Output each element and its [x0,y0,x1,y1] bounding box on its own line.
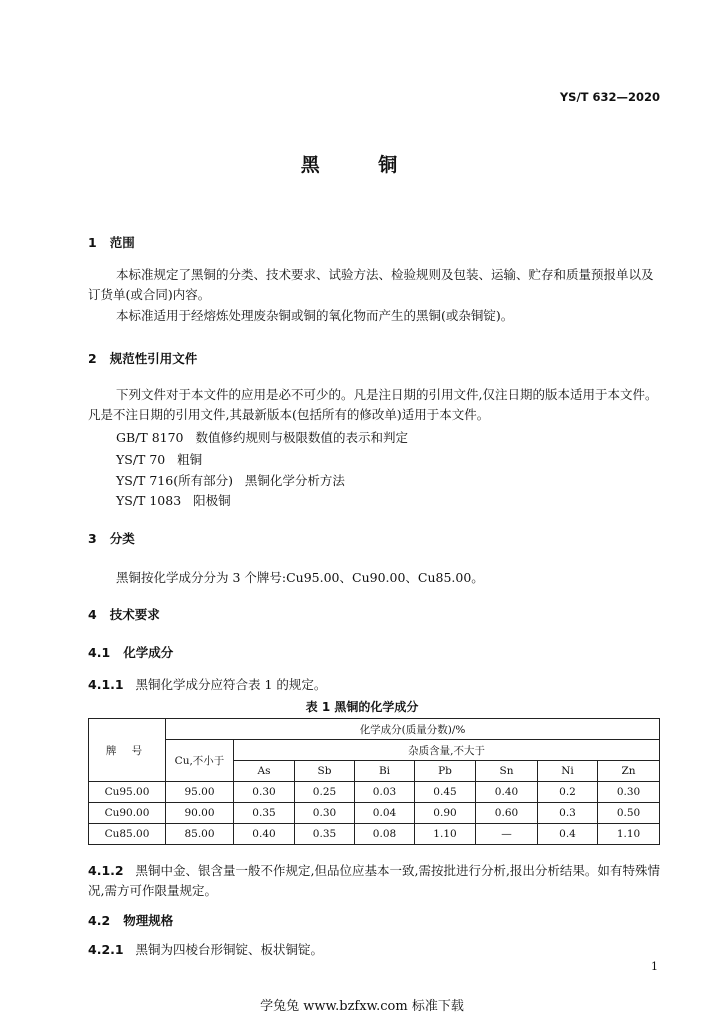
section-text: 黑铜化学成分应符合表 1 的规定。 [135,677,327,692]
table-cell: 0.40 [234,824,295,845]
reference-name: 阳极铜 [193,493,231,508]
table-cell: 95.00 [166,782,234,803]
element-header: Ni [538,761,598,782]
table-cell: 0.40 [476,782,538,803]
section-number: 1 [88,235,97,250]
table-cell: 90.00 [166,803,234,824]
section-title: 规范性引用文件 [109,351,198,366]
table-cell: 0.03 [355,782,415,803]
section-1-paragraph-2: 本标准适用于经熔炼处理废杂铜或铜的氧化物而产生的黑铜(或杂铜锭)。 [116,308,514,323]
section-number: 4.1.1 [88,677,124,692]
table-cell: 85.00 [166,824,234,845]
section-number: 2 [88,351,97,366]
reference-name: 数值修约规则与极限数值的表示和判定 [195,430,408,445]
table-row [89,782,660,803]
table-cell: 0.60 [476,803,538,824]
table-header-row [89,719,660,740]
table-cell: 1.10 [415,824,476,845]
table-cell: 0.3 [538,803,598,824]
section-1-heading [88,233,135,251]
table-cell: 0.30 [598,782,660,803]
table-cell: 0.04 [355,803,415,824]
reference-code: GB/T 8170 [116,430,184,445]
table-cell: 0.08 [355,824,415,845]
table-cell: 1.10 [598,824,660,845]
section-2-heading [88,349,197,367]
reference-code: YS/T 70 [116,452,166,467]
element-header: Bi [355,761,415,782]
section-4-2-heading [88,911,173,929]
table-cell: Cu85.00 [89,824,166,845]
section-4-1-1 [88,675,326,694]
cu-header: Cu,不小于 [166,740,234,782]
section-number: 4 [88,607,97,622]
section-2-paragraph-1: 下列文件对于本文件的应用是必不可少的。凡是注日期的引用文件,仅注日期的版本适用于本文件。凡是不注日期的引用文件,其最新版本(包括所有的修改单)适用于本文件。 [88,387,658,422]
chemical-composition-table [88,718,660,845]
element-header: Zn [598,761,660,782]
footer-watermark[interactable]: 学兔兔 www.bzfxw.com 标准下载 [260,999,464,1014]
section-title: 分类 [109,531,135,546]
section-number: 3 [88,531,97,546]
impurity-header: 杂质含量,不大于 [234,740,660,761]
section-text: 黑铜中金、银含量一般不作规定,但品位应基本一致,需按批进行分析,报出分析结果。如有特殊情况,需方可作限量规定。 [88,863,660,898]
reference-name: 粗铜 [177,452,203,467]
table-cell: Cu90.00 [89,803,166,824]
section-1-paragraph-1: 本标准规定了黑铜的分类、技术要求、试验方法、检验规则及包装、运输、贮存和质量预报单以及订货单(或合同)内容。 [88,267,654,302]
reference-name: 黑铜化学分析方法 [244,473,345,488]
reference-code: YS/T 1083 [116,493,182,508]
table-cell: 0.25 [295,782,355,803]
reference-item [116,450,202,469]
element-header: As [234,761,295,782]
table-cell: 0.2 [538,782,598,803]
section-number: 4.1.2 [88,863,124,878]
section-3-paragraph: 黑铜按化学成分分为 3 个牌号:Cu95.00、Cu90.00、Cu85.00。 [116,570,484,585]
table-row [89,803,660,824]
table-cell: Cu95.00 [89,782,166,803]
section-4-2-1 [88,940,323,959]
table-cell: 0.90 [415,803,476,824]
table-cell: 0.4 [538,824,598,845]
reference-item [116,471,345,490]
section-title: 范围 [109,235,135,250]
element-header: Sn [476,761,538,782]
reference-code: YS/T 716(所有部分) [116,473,233,488]
section-number: 4.2 [88,913,111,928]
section-3-heading [88,529,135,547]
section-number: 4.1 [88,645,111,660]
table-cell: 0.35 [295,824,355,845]
section-title: 化学成分 [123,645,174,660]
section-title: 物理规格 [123,913,174,928]
reference-item [116,428,408,447]
section-4-1-heading [88,643,173,661]
table-cell: 0.30 [295,803,355,824]
table-cell: — [476,824,538,845]
table-cell: 0.35 [234,803,295,824]
table-row [89,824,660,845]
table-header-row [89,740,660,761]
table-cell: 0.30 [234,782,295,803]
table-cell: 0.50 [598,803,660,824]
section-number: 4.2.1 [88,942,124,957]
page-number: 1 [651,960,658,973]
document-title: 黑 铜 [300,154,424,176]
table-caption: 表 1 黑铜的化学成分 [305,700,419,714]
reference-item [116,491,231,510]
section-title: 技术要求 [109,607,160,622]
element-header: Pb [415,761,476,782]
grade-header: 牌 号 [89,719,166,782]
section-4-heading [88,605,160,623]
section-text: 黑铜为四棱台形铜锭、板状铜锭。 [135,942,324,957]
standard-number: YS/T 632—2020 [559,90,660,104]
section-4-1-2 [88,861,662,901]
element-header: Sb [295,761,355,782]
composition-header: 化学成分(质量分数)/% [166,719,660,740]
table-cell: 0.45 [415,782,476,803]
